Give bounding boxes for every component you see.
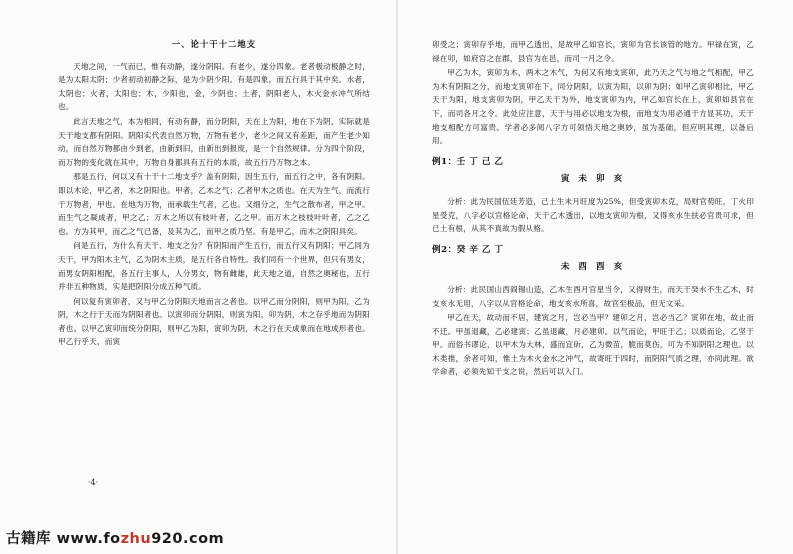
url-prefix: www.fo: [56, 531, 121, 547]
watermark-footer: [6, 527, 224, 548]
left-paragraph: 天地之间，一气而已，惟有动静，遂分阴阳。有老少，遂分四象。老者极动极静之时，是为太阳太阴；少者初动初静之际，是为少阴少阳。有是四象，而五行具于其中矣。水者，太阴也；火者，太阳也；木，少阳也，金，少阴也；土者，阴阳老人，木火金水冲气所结也。: [58, 61, 370, 112]
left-paragraph: 问是五行，为什么有天干、地支之分？有阴阳而产生五行，而五行又有阴阳；甲乙同为天干，甲为阳木主气，乙为阴木主质，是五行各自特性。我们同有一个世界，但只有男女，而男女阴阳相配，各五行主事人，人分男女，物有雌雄，此天地之道，自然之奥秘也，五行并非五种物质，实是把阴阳分成五种气质。: [58, 241, 370, 292]
example-1-analysis: 分析：此为民国伍廷芳造，己土生未月旺度为25%，但受寅卯木克，局财官势旺，丁火印星受克，八字必以官格论命，天干乙木透出，以地支寅卯为根，又得亥水生扶必官贵可求，但已土有根，从其不真故为假从格。: [432, 196, 754, 234]
url-suffix: 920.com: [151, 531, 225, 547]
left-paragraph: 那是五行，何以又有十干十二地支乎？盖有阴阳，因生五行，而五行之中，各有阴阳。即以木论，甲乙者，木之阴阳也。甲者，乙木之气；乙者甲木之质也。在天为生气，而流行于万物者，甲也。在地为万物，而承载生气者，乙也。又细分之，生气之散布者，甲之甲。而生气之凝成者，甲之乙；万木之所以有枝叶者，乙之甲。而万木之枝枝叶叶者，乙之乙也。方为其甲，而乙之气已备，及其为乙，而甲之质乃坚。有是甲乙，而木之阴阳具矣。: [58, 172, 370, 236]
right-paragraph: 卯受之；寅卯存乎地，而甲乙透出，是故甲乙如官长，寅卯为官长该管的地方。甲禄在寅，乙禄在卯，如府官之在郡，县官为在邑，而司一月之令。: [432, 40, 754, 63]
page-number: ·4·: [88, 478, 99, 487]
right-text-column: [432, 38, 754, 380]
example-1-stems: 例1：壬 丁 己 乙: [432, 156, 504, 167]
site-name: 古籍库: [6, 531, 51, 547]
url-highlight: zhu: [120, 531, 152, 547]
right-paragraph: 甲乙为木，寅卯为木，两木之木气，为何又有地支寅卯，此乃天之气与地之气相配，甲乙为木有阴阳之分，而地支寅卯在下，同分阴阳，以寅为阳，以卯为阴；如甲乙寅卯相比，甲乙天干为阳，地支寅卯为阴，甲乙天干为外，地支寅卯为内，甲乙如官长在上，寅卯如县官在下，而司各月之令。此处应注意，天干与用必以地支为根，而地支为用必通干方显其功，天干地支相配方可富贵。学者必多阅八字方可领悟天地之奥妙，虽为基础，但应明其理，以备后用。: [432, 68, 754, 146]
example-2-stems: 例2：癸 辛 乙 丁: [432, 244, 504, 255]
left-paragraph: 何以复有寅卯者，又与甲乙分阴阳天地而言之者也。以甲乙而分阴阳，则甲为阳，乙为阴，木之行于天而为阴阳者也。以寅卯而分阴阳，则寅为阳，卯为阴，木之存乎地而为阴阳者也。以甲乙寅卯而统分阴阳，则甲乙为阳，寅卯为阴，木之行在天成象而在地成形者也。甲乙行乎天，而寅: [58, 296, 370, 347]
example-2-analysis: 分析：此民国山西阎锡山造，乙木生酉月官星当令，又得财生，而天干癸水不生乙木，时支亥水无用，八字以从官格论命，地支亥水所喜，故官至极品，但无文采。: [432, 284, 754, 308]
chapter-title: 一、论十干十二地支: [171, 39, 257, 49]
site-url: [57, 531, 225, 547]
left-paragraph: 此言天地之气，本为相同，有动有静，而分阴阳，天在上为阳，地在下为阴，实际就是天干地支都有阴阳。阴阳实代表自然万物，万物有老少，老少之间又有差距，而产生老少知动，而自然万物都由少到老，由新到旧，由新出到报废，是一个自然规律。分为四个阶段，而万物的变化就在其中，万物自身都具有五行的本质，故五行乃万物之本。: [58, 116, 370, 167]
left-text-column: [58, 38, 370, 350]
example-2-branches: 未 酉 酉 亥: [560, 262, 626, 273]
example-1-branches: 寅 未 卯 亥: [560, 174, 626, 185]
right-page: [398, 0, 793, 554]
right-paragraph: 甲乙在天，故动而不居，建寅之月，岂必当甲？建卯之月，岂必当乙？寅卯在地，故止而不迁。甲虽退藏，乙必建寅；乙虽退藏，月必建卯。以气而论，甲旺于乙；以质而论，乙坚于甲。而俗书谬论，以甲木为大林，盛而宜斫，乙为微苗，脆而莫伤，可为不知阴阳之理也。以木类推，余者可知，惟土为木火金水之冲气，故寄旺于四时，而阴阳气质之理，亦同此理。欲学命者，必须先知干支之说，然后可以入门。: [432, 313, 754, 377]
